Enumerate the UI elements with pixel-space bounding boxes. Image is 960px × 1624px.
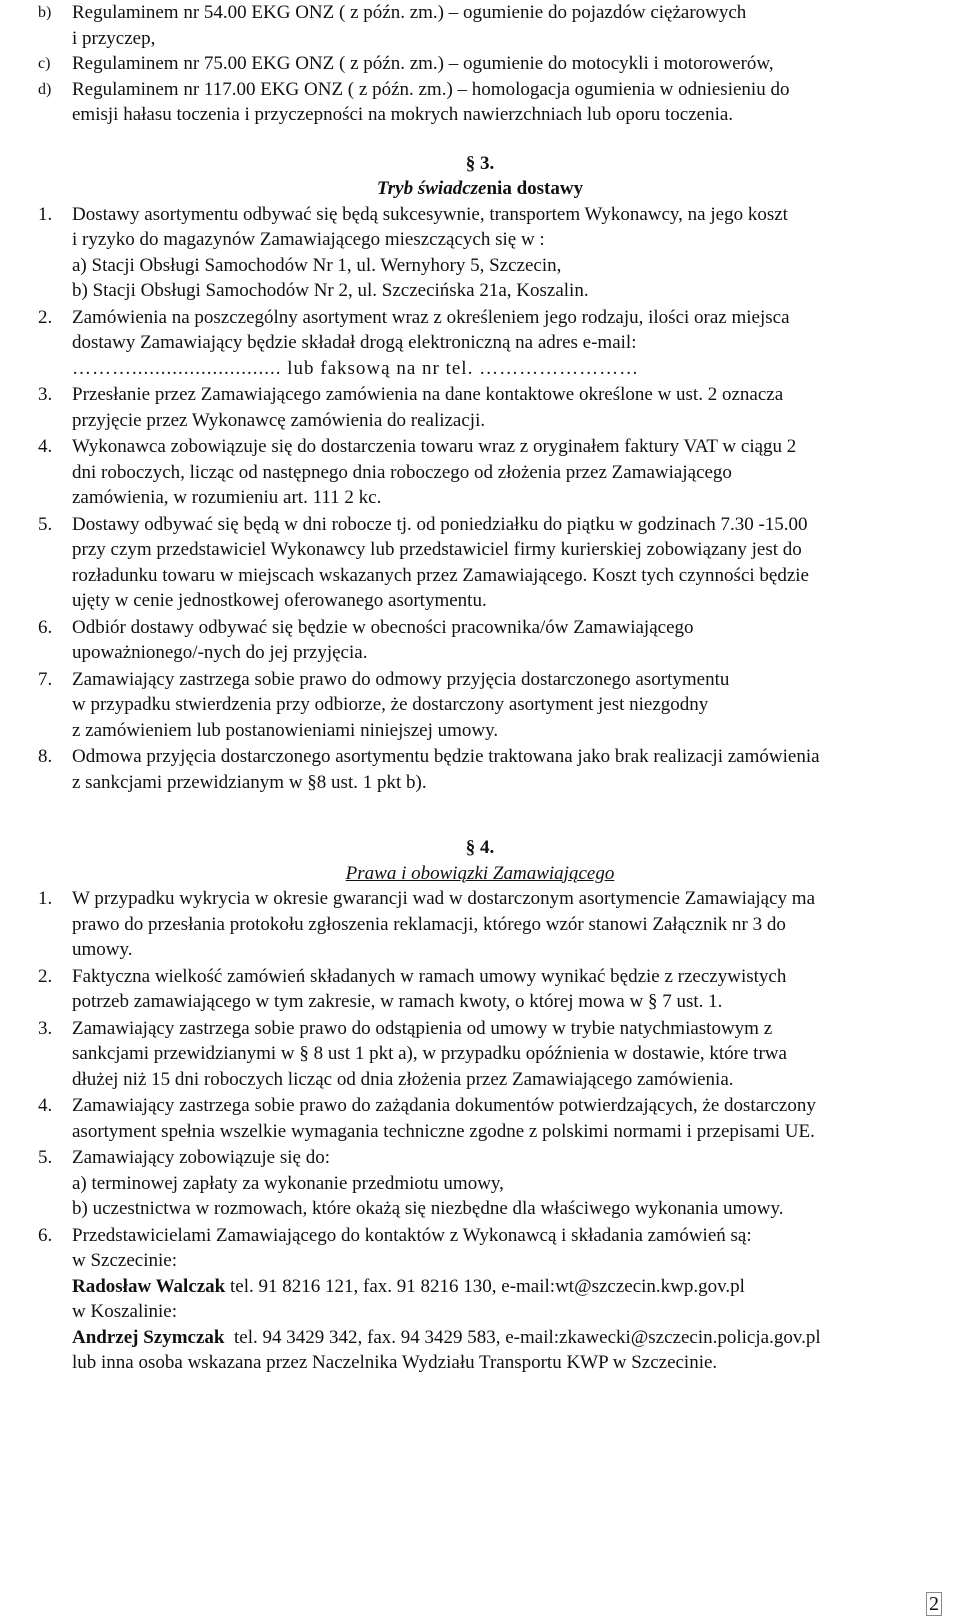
section-4-item-6: 6. Przedstawicielami Zamawiającego do kontaktów z Wykonawcą i składania zamówień są: w Szczecinie: Radosław Walczak tel. 91 8216 121, fax. 91 8216 130, e-mail:wt@szczecin.kwp.gov.pl w Koszalinie: Andrzej Szymczak tel. 94 3429 342, fax. 94 3429 583, e-mail:zkawecki@szczecin.policja.gov.pl lub inna osoba wskazana przez Naczelnika Wydziału Transportu KWP w Szczecinie. [38,1223,922,1376]
page-number: 2 [926,1592,942,1616]
section-4-item-4: 4. Zamawiający zastrzega sobie prawo do zażądania dokumentów potwierdzających, że dostarczony asortyment spełnia wszelkie wymagania techniczne zgodne z polskimi normami i przepisami UE. [38,1095,816,1142]
section-3-item-2: 2. Zamówienia na poszczególny asortyment wraz z określeniem jego rodzaju, ilości oraz miejsca dostawy Zamawiający będzie składał drogą elektroniczną na adres e-mail: ……….......................... lub faksową na nr tel. …………………… [38,306,790,379]
section-3-item-4: 4. Wykonawca zobowiązuje się do dostarczenia towaru wraz z oryginałem faktury VAT w ciągu 2 dni roboczych, licząc od następnego dnia roboczego od złożenia przez Zamawiającego zamówienia, w rozumieniu art. 111 2 kc. [38,436,797,508]
section-4-item-1: 1. W przypadku wykrycia w okresie gwarancji wad w dostarczonym asortymencie Zamawiający ma prawo do przesłania protokołu zgłoszenia reklamacji, którego wzór stanowi Załącznik nr 3 do umowy. [38,888,816,960]
section-4-item-5: 5. Zamawiający zobowiązuje się do: a) terminowej zapłaty za wykonanie przedmiotu umowy, b) uczestnictwa w rozmowach, które okażą się niezbędne dla właściwego wykonania umowy. [38,1147,784,1219]
section-4-title: Prawa i obowiązki Zamawiającego [345,862,615,884]
list-item: b) Regulaminem nr 54.00 EKG ONZ ( z późn. zm.) – ogumienie do pojazdów ciężarowych i przyczep, [38,2,747,49]
section-3-item-6: 6. Odbiór dostawy odbywać się będzie w obecności pracownika/ów Zamawiającego upoważnionego/-nych do jej przyjęcia. [38,616,694,663]
section-3-number: § 3. [465,152,495,174]
list-marker: b) [38,4,52,21]
contact-person-szczecin: Radosław Walczak tel. 91 8216 121, fax. 91 8216 130, e-mail:wt@szczecin.kwp.gov.pl [72,1275,745,1297]
list-marker: c) [38,55,51,72]
list-item: d) Regulaminem nr 117.00 EKG ONZ ( z późn. zm.) – homologacja ogumienia w odniesieniu do emisji hałasu toczenia i przyczepności na mokrych nawierzchniach lub oporu toczenia. [38,78,790,125]
section-4 [38,835,922,1376]
contact-name: Andrzej Szymczak [72,1326,225,1348]
section-3-item-5: 5. Dostawy odbywać się będą w dni robocze tj. od poniedziałku do piątku w godzinach 7.30 -15.00 przy czym przedstawiciel Wykonawcy lub przedstawiciel firmy kurierskiej zobowiązany jest do rozładunku towaru w miejscach wskazanych przez Zamawiającego. Koszt tych czynności będzie ujęty w cenie jednostkowej oferowanego asortymentu. [38,513,809,611]
section-3-item-8: 8. Odmowa przyjęcia dostarczonego asortymentu będzie traktowana jako brak realizacji zamówienia z sankcjami przewidzianym w §8 ust. 1 pkt b). [38,746,820,793]
regulation-list [38,0,922,128]
section-3 [38,151,922,796]
document-page [38,0,922,1377]
section-3-title: Tryb świadczenia dostawy [376,178,584,199]
section-3-item-7: 7. Zamawiający zastrzega sobie prawo do odmowy przyjęcia dostarczonego asortymentu w przypadku stwierdzenia przy odbiorze, że dostarczony asortyment jest niezgodny z zamówieniem lub postanowieniami niniejszej umowy. [38,668,730,741]
contact-name: Radosław Walczak [72,1275,226,1297]
contact-person-koszalin: Andrzej Szymczak tel. 94 3429 342, fax. 94 3429 583, e-mail:zkawecki@szczecin.policja.gov.pl [72,1326,821,1348]
section-4-item-3: 3. Zamawiający zastrzega sobie prawo do odstąpienia od umowy w trybie natychmiastowym z sankcjami przewidzianymi w § 8 ust 1 pkt a), w przypadku opóźnienia w dostawie, które trwa dłużej niż 15 dni roboczych licząc od dnia złożenia przez Zamawiającego zamówienia. [38,1017,787,1090]
list-marker: d) [38,80,52,98]
section-3-item-1: 1. Dostawy asortymentu odbywać się będą sukcesywnie, transportem Wykonawcy, na jego koszt i ryzyko do magazynów Zamawiającego mieszczących się w : a) Stacji Obsługi Samochodów Nr 1, ul. Wernyhory 5, Szczecin, b) Stacji Obsługi Samochodów Nr 2, ul. Szczecińska 21a, Koszalin. [38,203,788,301]
section-4-item-2: 2. Faktyczna wielkość zamówień składanych w ramach umowy wynikać będzie z rzeczywistych potrzeb zamawiającego w tym zakresie, w ramach kwoty, o której mowa w § 7 ust. 1. [38,965,787,1012]
section-3-item-3: 3. Przesłanie przez Zamawiającego zamówienia na dane kontaktowe określone w ust. 2 oznacza przyjęcie przez Wykonawcę zamówienia do realizacji. [38,384,784,431]
section-4-number: § 4. [465,837,495,858]
list-item: c) Regulaminem nr 75.00 EKG ONZ ( z późn. zm.) – ogumienie do motocykli i motorowerów, [38,51,922,77]
